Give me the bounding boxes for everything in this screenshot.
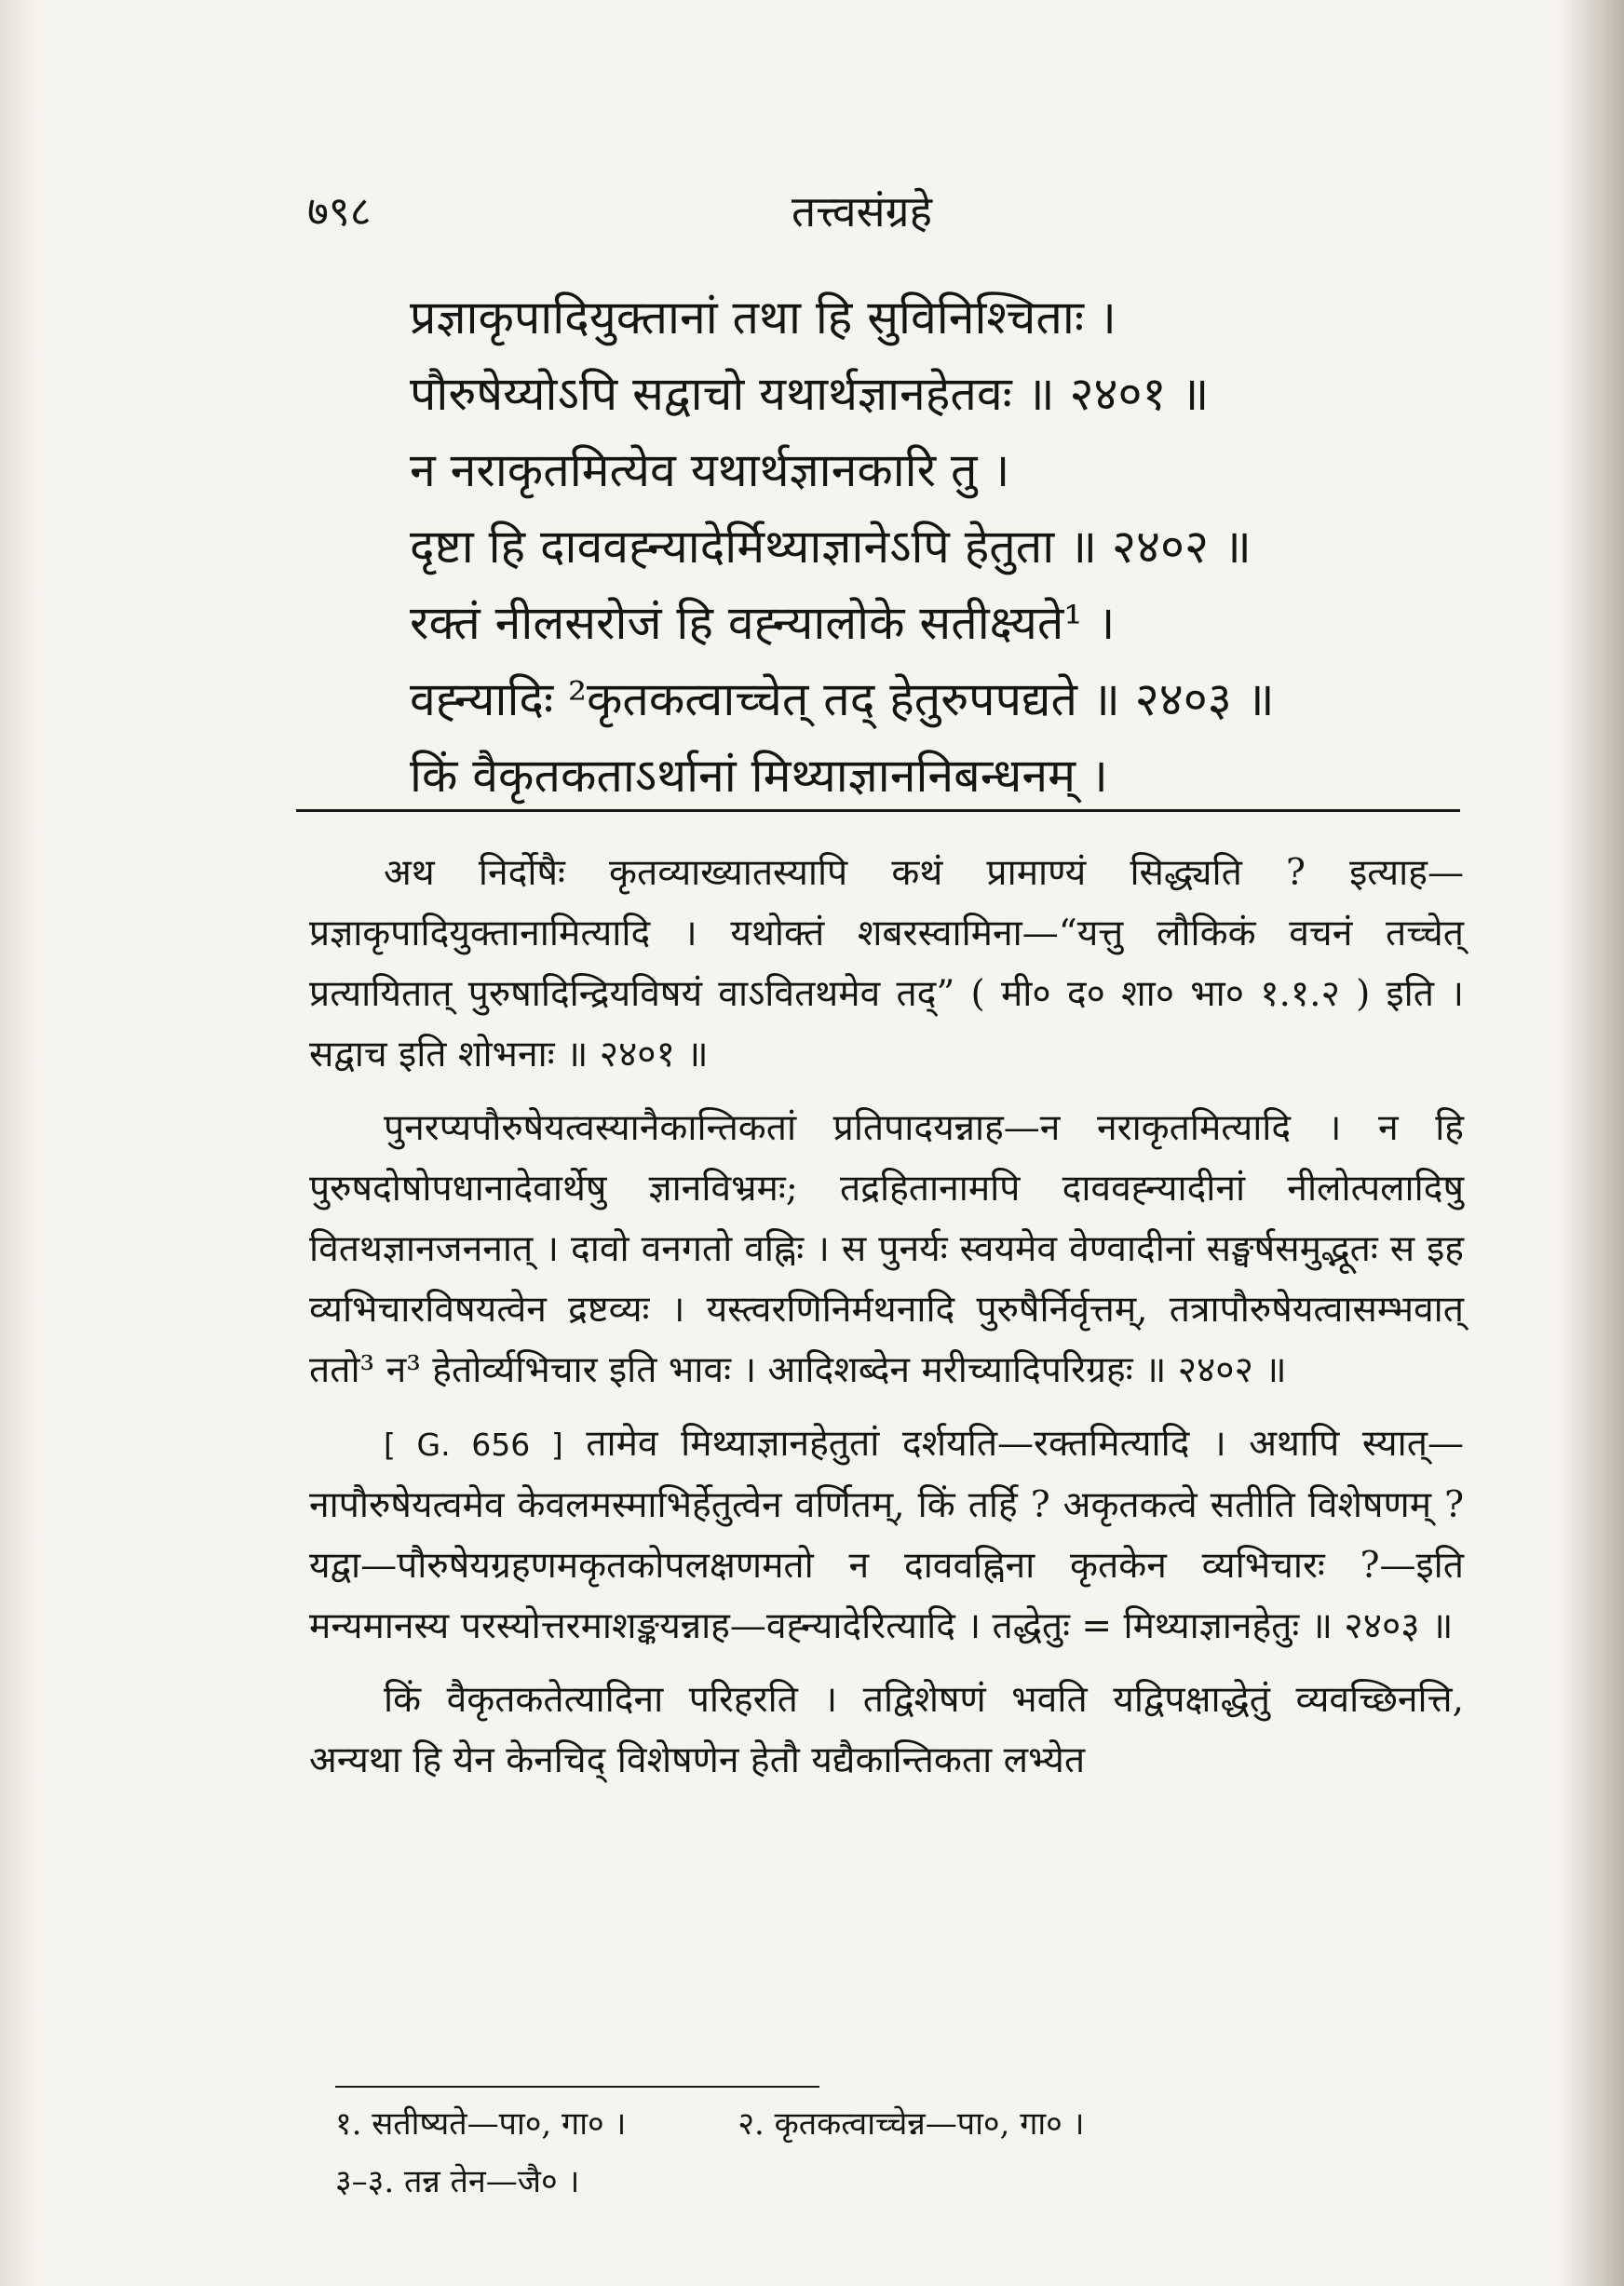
verse-line-3: न नराकृतमित्येव यथार्थज्ञानकारि तु । bbox=[410, 443, 1010, 497]
commentary-paragraph-4: किं वैकृतकतेत्यादिना परिहरति । तद्विशेषणं भवति यद्विपक्षाद्धेतुं व्यवच्छिनत्ति, अन्यथा हि येन केनचिद् विशेषणेन हेतौ यद्यैकान्तिकता लभ्येत bbox=[309, 1679, 1464, 1781]
verse-line-2: पौरुषेय्योऽपि सद्वाचो यथार्थज्ञानहेतवः ॥ २४०१ ॥ bbox=[410, 367, 1210, 421]
commentary-paragraph-3-text: तामेव मिथ्याज्ञानहेतुतां दर्शयति—रक्तमित्यादि । अथापि स्यात्—नापौरुषेयत्वमेव केवलमस्माभिर्हेतुत्वेन वर्णितम्, किं तर्हि ? अकृतकत्वे सतीति विशेषणम् ? यद्वा—पौरुषेयग्रहणमकृतकोपलक्षणमतो न दाववह्निना कृतकेन व्यभिचारः ?—इति मन्यमानस्य परस्योत्तरमाशङ्कयन्नाह—वह्न्यादेरित्यादि । तद्धेतुः = मिथ्याज्ञानहेतुः ॥ २४०३ ॥ bbox=[309, 1423, 1464, 1647]
verse-line-5: रक्तं नीलसरोजं हि वह्न्यालोके सतीक्ष्यते¹ । bbox=[410, 596, 1116, 650]
page-number: ७९८ bbox=[307, 188, 372, 236]
footnote-line-2 bbox=[335, 2153, 1453, 2211]
page-right-shadow bbox=[1559, 0, 1624, 2286]
page-left-shadow bbox=[0, 0, 37, 2286]
verse-commentary-divider bbox=[296, 809, 1460, 812]
commentary-paragraph-3 bbox=[309, 1414, 1464, 1657]
gaekwad-page-reference: [ G. 656 ] bbox=[384, 1427, 563, 1463]
commentary-paragraph-1: अथ निर्दोषैः कृतव्याख्यातस्यापि कथं प्रामाण्यं सिद्ध्यति ? इत्याह— प्रज्ञाकृपादियुक्तानामित्यादि । यथोक्तं शबरस्वामिना—“यत्तु लौकिकं वचनं तच्चेत् प्रत्यायितात् पुरुषादिन्द्रियविषयं वाऽवितथमेव तद्” ( मी० द० शा० भा० १.१.२ ) इति । सद्वाच इति शोभनाः ॥ २४०१ ॥ bbox=[309, 852, 1464, 1075]
footnote-line-1 bbox=[335, 2095, 1453, 2153]
footnote-divider bbox=[335, 2086, 819, 2088]
footnote-1: १. सतीष्यते—पा०, गा० । bbox=[335, 2105, 627, 2143]
verse-line-4: दृष्टा हि दाववह्न्यादेर्मिथ्याज्ञानेऽपि हेतुता ॥ २४०२ ॥ bbox=[410, 520, 1252, 574]
footnotes bbox=[335, 2095, 1453, 2211]
page-header bbox=[307, 182, 1462, 237]
commentary-block bbox=[309, 843, 1464, 1791]
verse-line-6: वह्न्यादिः ²कृतकत्वाच्चेत् तद् हेतुरुपपद्यते ॥ २४०३ ॥ bbox=[410, 672, 1275, 726]
verse-block bbox=[410, 279, 1481, 814]
commentary-paragraph-2: पुनरप्यपौरुषेयत्वस्यानैकान्तिकतां प्रतिपादयन्नाह—न नराकृतमित्यादि । न हि पुरुषदोषोपधानादेवार्थेषु ज्ञानविभ्रमः; तद्रहितानामपि दाववह्न्यादीनां नीलोत्पलादिषु वितथज्ञानजननात् । दावो वनगतो वह्निः । स पुनर्यः स्वयमेव वेण्वादीनां सङ्घर्षसमुद्भूतः स इह व्यभिचारविषयत्वेन द्रष्टव्यः । यस्त्वरणिनिर्मथनादि पुरुषैर्निर्वृत्तम्, तत्रापौरुषेयत्वासम्भवात् ततो³ न³ हेतोर्व्यभिचार इति भावः । आदिशब्देन मरीच्यादिपरिग्रहः ॥ २४०२ ॥ bbox=[309, 1107, 1464, 1391]
verse-line-1: प्रज्ञाकृपादियुक्तानां तथा हि सुविनिश्चिताः । bbox=[410, 291, 1116, 345]
running-title: तत्त्वसंग्रहे bbox=[792, 186, 933, 237]
verse-line-7: किं वैकृतकताऽर्थानां मिथ्याज्ञाननिबन्धनम् । bbox=[410, 749, 1108, 803]
footnote-3: ३–३. तन्न तेन—जै० । bbox=[335, 2163, 580, 2200]
footnote-2: २. कृतकत्वाच्चेन्न—पा०, गा० । bbox=[738, 2105, 1085, 2143]
